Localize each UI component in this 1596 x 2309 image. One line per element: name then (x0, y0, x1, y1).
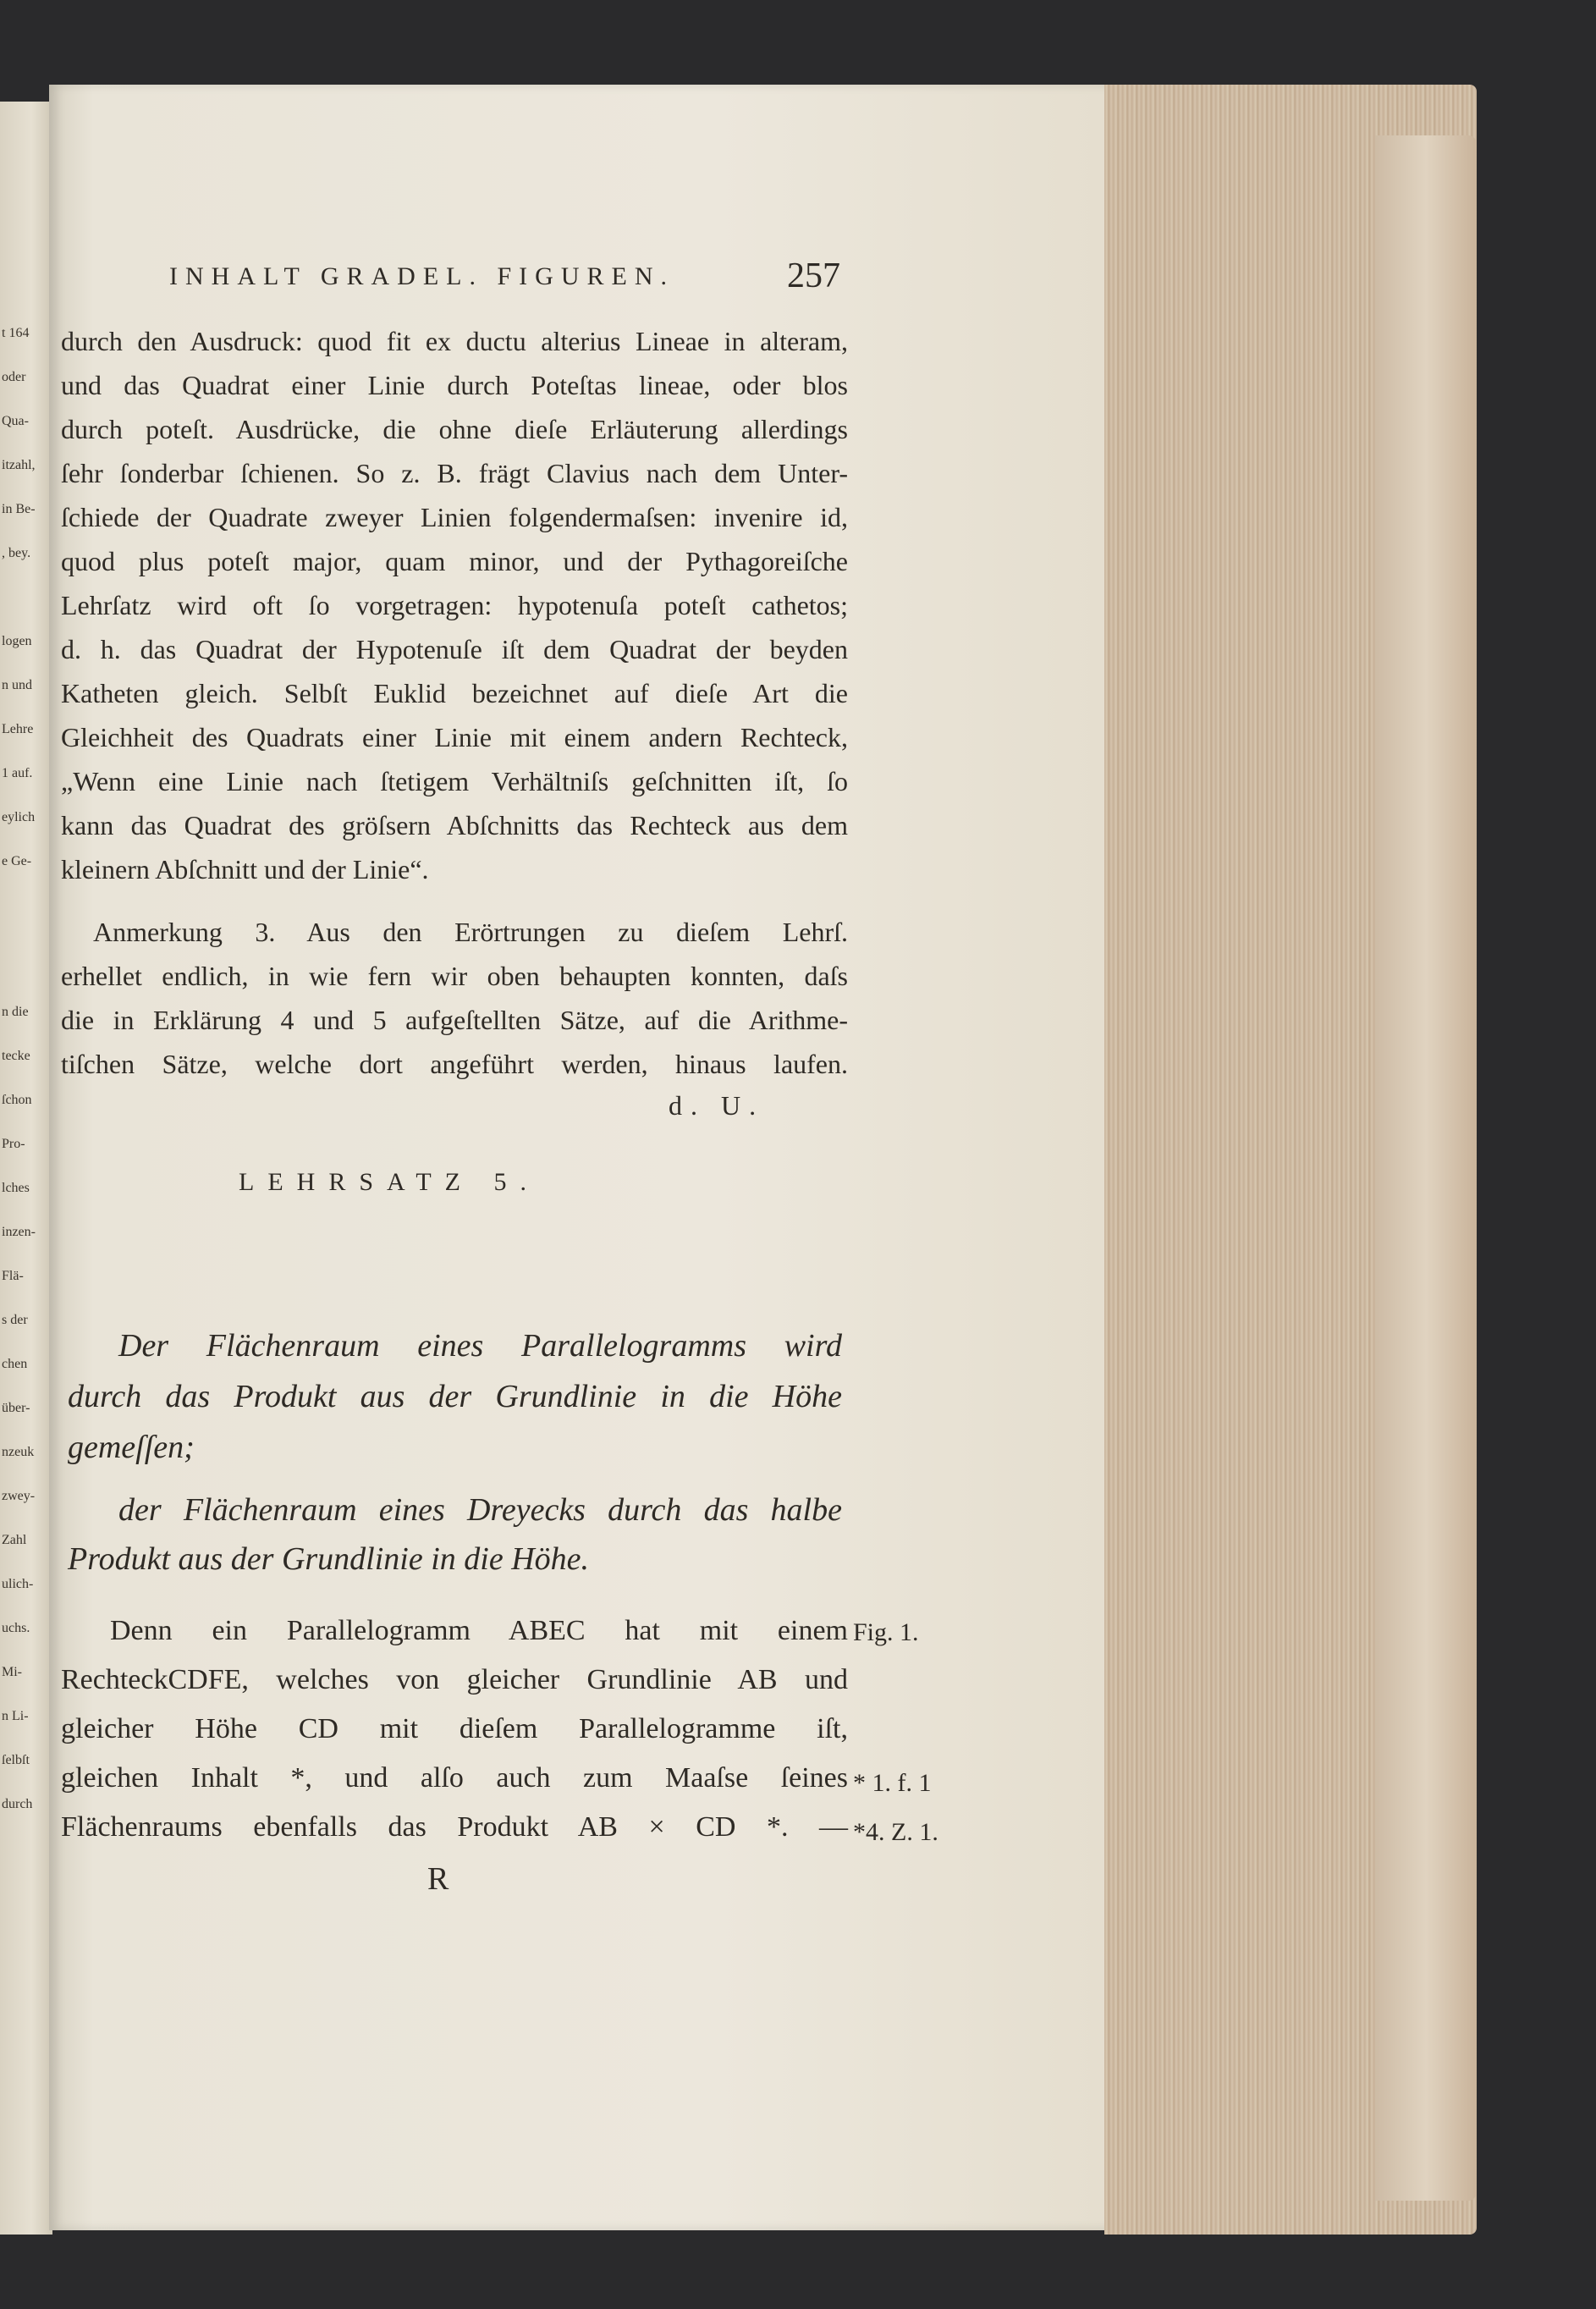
text-line: Lehrſatz wird oft ſo vorgetragen: hypotenuſa poteſt cathetos; (61, 590, 848, 620)
previous-page-fragment: ulich- (2, 1577, 34, 1591)
previous-page-fragment: ſelbſt (2, 1753, 30, 1767)
previous-page-fragment: , bey. (2, 546, 31, 560)
margin-note-reference: * 1. f. 1 (853, 1769, 932, 1797)
text-line: durch den Ausdruck: quod fit ex ductu alterius Lineae in alteram, (61, 326, 848, 356)
previous-page-fragment: 1 auf. (2, 766, 33, 780)
theorem-line: Produkt aus der Grundlinie in die Höhe. (68, 1541, 590, 1577)
qed-mark: d. U. (669, 1090, 765, 1121)
previous-page-fragment: Qua- (2, 414, 29, 428)
page-edges (1104, 85, 1477, 2235)
previous-page-edge (0, 102, 52, 2235)
previous-page-fragment: s der (2, 1313, 28, 1327)
theorem-line: der Flächenraum eines Dreyecks durch das halbe (118, 1492, 842, 1528)
text-line: und das Quadrat einer Linie durch Poteſtas lineae, oder blos (61, 370, 848, 400)
previous-page-fragment: lches (2, 1181, 30, 1195)
previous-page-fragment: n und (2, 678, 32, 692)
remark-line: die in Erklärung 4 und 5 aufgeſtellten Sätze, auf die Arithme- (61, 1005, 848, 1035)
previous-page-fragment: Mi- (2, 1665, 22, 1679)
previous-page-fragment: durch (2, 1797, 33, 1811)
previous-page-fragment: tecke (2, 1049, 30, 1063)
text-line: kleinern Abſchnitt und der Linie“. (61, 854, 429, 884)
margin-note-figure: Fig. 1. (853, 1618, 919, 1646)
text-line: Gleichheit des Quadrats einer Linie mit einem andern Rechteck, (61, 722, 848, 752)
open-book (0, 85, 1477, 2235)
theorem-heading: LEHRSATZ 5. (239, 1168, 540, 1196)
previous-page-fragment: eylich (2, 810, 36, 824)
previous-page-fragment: chen (2, 1357, 28, 1371)
previous-page-fragment: in Be- (2, 502, 36, 516)
proof-line: Flächenraums ebenfalls das Produkt AB × CD *. — (61, 1811, 848, 1843)
text-line: kann das Quadrat des gröſsern Abſchnitts das Rechteck aus dem (61, 810, 848, 840)
page (49, 85, 1158, 2230)
theorem-line: gemeſſen; (68, 1430, 195, 1465)
previous-page-fragment: logen (2, 634, 32, 648)
previous-page-fragment: nzeuk (2, 1445, 35, 1459)
previous-page-fragment: Zahl (2, 1533, 27, 1547)
previous-page-fragment: itzahl, (2, 458, 36, 472)
previous-page-fragment: t 164 (2, 326, 30, 340)
running-header: INHALT GRADEL. FIGUREN. (169, 262, 674, 290)
text-line: ſchiede der Quadrate zweyer Linien folgendermaſsen: invenire id, (61, 502, 848, 532)
text-line: ſehr ſonderbar ſchienen. So z. B. frägt Clavius nach dem Unter- (61, 458, 848, 488)
previous-page-fragment: oder (2, 370, 26, 384)
previous-page-fragment: Pro- (2, 1137, 25, 1151)
text-line: durch poteſt. Ausdrücke, die ohne dieſe Erläuterung allerdings (61, 414, 848, 444)
remark-line: tiſchen Sätze, welche dort angeführt werden, hinaus laufen. (61, 1049, 848, 1079)
previous-page-fragment: Flä- (2, 1269, 24, 1283)
remark-line: Anmerkung 3. Aus den Erörtrungen zu dieſem Lehrſ. (93, 917, 848, 947)
previous-page-fragment: Lehre (2, 722, 34, 736)
theorem-line: durch das Produkt aus der Grundlinie in die Höhe (68, 1379, 842, 1414)
previous-page-fragment: über- (2, 1401, 30, 1415)
previous-page-fragment: n die (2, 1005, 29, 1019)
theorem-line: Der Flächenraum eines Parallelogramms wird (118, 1328, 842, 1364)
text-line: Katheten gleich. Selbſt Euklid bezeichnet auf dieſe Art die (61, 678, 848, 708)
page-number: 257 (787, 256, 840, 295)
previous-page-fragment: uchs. (2, 1621, 30, 1635)
proof-line: gleichen Inhalt *, und alſo auch zum Maaſse ſeines (61, 1762, 848, 1794)
previous-page-fragment: ſchon (2, 1093, 32, 1107)
previous-page-fragment: e Ge- (2, 854, 32, 868)
proof-line: RechteckCDFE, welches von gleicher Grundlinie AB und (61, 1664, 848, 1695)
signature-mark: R (427, 1861, 449, 1897)
previous-page-fragment: zwey- (2, 1489, 36, 1503)
remark-line: erhellet endlich, in wie fern wir oben behaupten konnten, daſs (61, 961, 848, 991)
text-line: „Wenn eine Linie nach ſtetigem Verhältniſs geſchnitten iſt, ſo (61, 766, 848, 796)
previous-page-fragment: n Li- (2, 1709, 29, 1723)
proof-line: Denn ein Parallelogramm ABEC hat mit einem (110, 1615, 848, 1646)
margin-note-reference: *4. Z. 1. (853, 1818, 938, 1846)
text-line: d. h. das Quadrat der Hypotenuſe iſt dem Quadrat der beyden (61, 634, 848, 664)
text-line: quod plus poteſt major, quam minor, und der Pythagoreiſche (61, 546, 848, 576)
previous-page-fragment: inzen- (2, 1225, 36, 1239)
proof-line: gleicher Höhe CD mit dieſem Parallelogramme iſt, (61, 1713, 848, 1744)
